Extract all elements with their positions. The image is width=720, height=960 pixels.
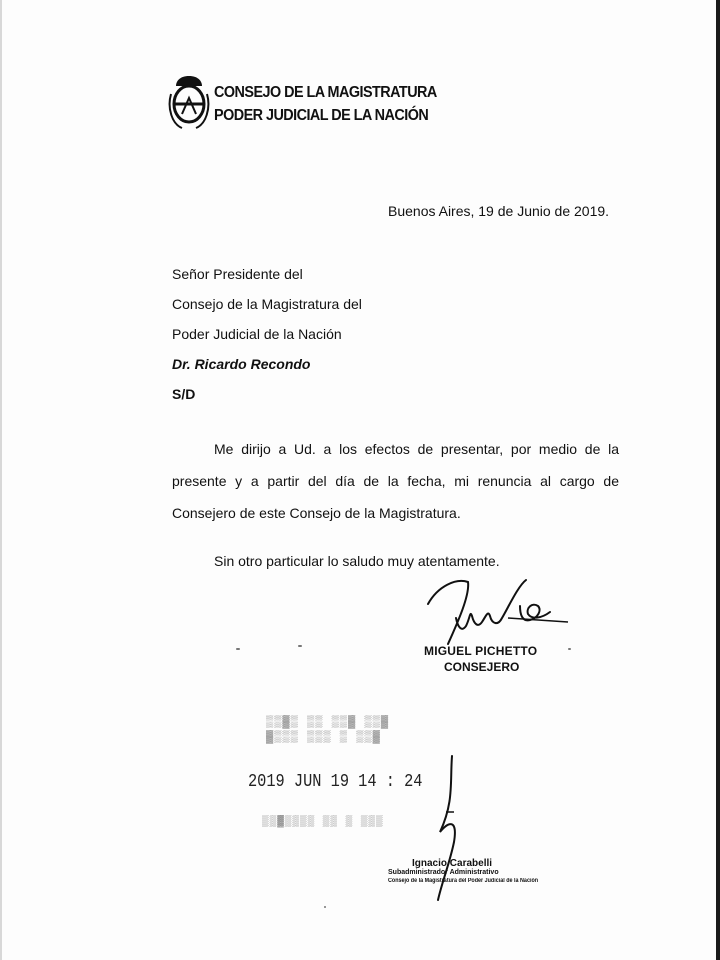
scan-speck — [298, 645, 302, 647]
addressee-name: Dr. Ricardo Recondo — [172, 356, 311, 372]
letter-date: Buenos Aires, 19 de Junio de 2019. — [388, 203, 610, 219]
official-name: Ignacio Carabelli — [412, 858, 493, 869]
body-paragraph: Me dirijo a Ud. a los efectos de presentar, por medio de la presente y a partir del día de la fecha, mi renuncia al cargo de Consejero de este Consejo de la Magistratura. — [172, 441, 619, 521]
handwritten-signature — [408, 566, 578, 656]
addressee-line-2: Consejo de la Magistratura del — [172, 296, 362, 312]
scan-edge-left — [0, 0, 2, 960]
signatory-name: MIGUEL PICHETTO — [424, 644, 538, 658]
official-organization: Consejo de la Magistratura del Poder Judicial de la Nación — [388, 878, 539, 884]
official-title: Subadministrador Administrativo — [388, 869, 499, 876]
addressee-line-3: Poder Judicial de la Nación — [172, 326, 342, 342]
scan-edge-right — [716, 0, 720, 960]
reception-stamp-datetime: 2019 JUN 19 14 : 24 — [248, 772, 423, 792]
addressee-line-1: Señor Presidente del — [172, 266, 303, 282]
stamp-faded-line-1: ▒▒▓▒ ▒▒ ▒▒▓ ▒▒▓ — [266, 715, 390, 729]
scan-speck — [324, 906, 326, 908]
scan-speck — [236, 648, 240, 650]
stamp-faded-line-3: ▒▒▓▒▒▒▒ ▒▒ ▒ ▒▒▒ — [262, 816, 384, 828]
addressee-sd: S/D — [172, 386, 196, 402]
coat-of-arms-seal — [168, 74, 210, 132]
letterhead-line-1: CONSEJO DE LA MAGISTRATURA — [214, 84, 437, 101]
letter-body — [172, 433, 619, 529]
signatory-title: CONSEJERO — [444, 660, 520, 674]
closing-line: Sin otro particular lo saludo muy atentamente. — [214, 553, 500, 569]
scan-speck — [568, 648, 571, 650]
letterhead-line-2: PODER JUDICIAL DE LA NACIÓN — [214, 107, 429, 124]
stamp-faded-line-2: ▓▒▒▒ ▒▒▒ ▒ ▒▒▓ — [266, 730, 381, 744]
